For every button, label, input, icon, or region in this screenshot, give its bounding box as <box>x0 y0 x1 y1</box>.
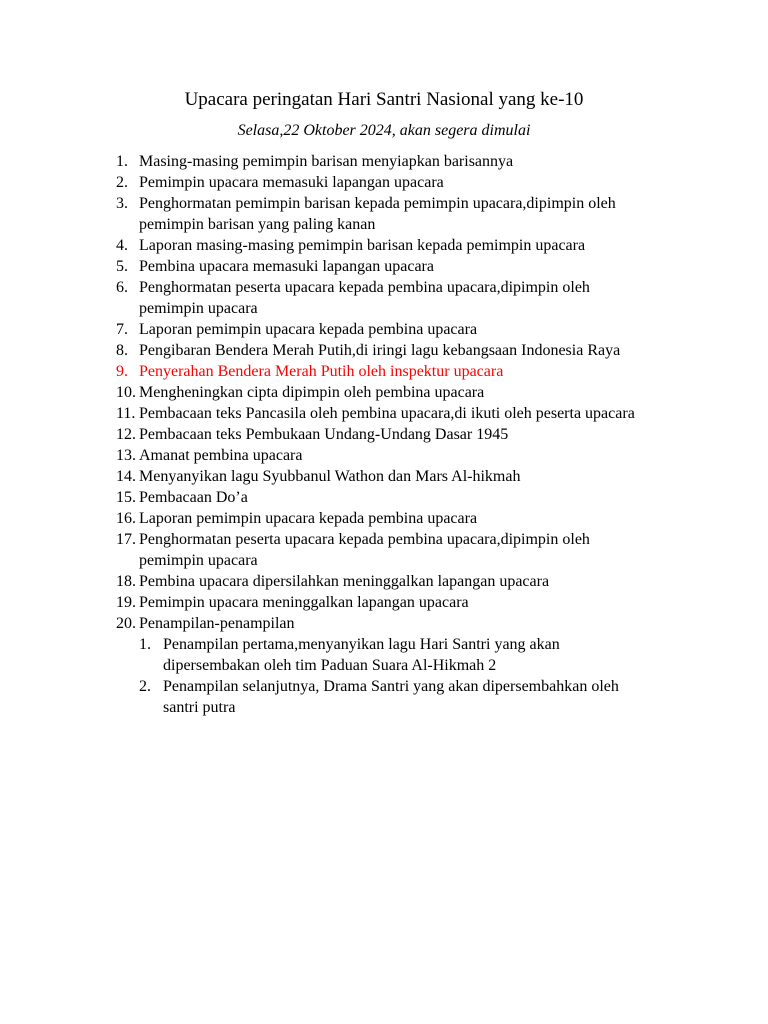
sublist-item <box>139 634 658 676</box>
document-subtitle: Selasa,22 Oktober 2024, akan segera dimulai <box>237 122 531 139</box>
list-item-text: Pembacaan Do’a <box>139 489 248 506</box>
list-item-number: 1. <box>116 153 128 170</box>
list-item-number: 4. <box>116 237 128 254</box>
list-item <box>0 592 768 613</box>
list-item-number: 18. <box>116 573 136 590</box>
list-item <box>0 487 768 508</box>
sublist-item-text: Penampilan pertama,menyanyikan lagu Hari Santri yang akan dipersembakan oleh tim Paduan Suara Al-Hikmah 2 <box>163 636 560 674</box>
list-item-highlighted <box>0 361 768 382</box>
list-item-text: Penghormatan pemimpin barisan kepada pemimpin upacara,dipimpin oleh pemimpin barisan yang paling kanan <box>139 195 616 233</box>
list-item <box>0 235 768 256</box>
list-item-number: 13. <box>116 447 136 464</box>
list-item-text: Masing-masing pemimpin barisan menyiapkan barisannya <box>139 153 514 170</box>
list-item-number: 14. <box>116 468 136 485</box>
list-item <box>0 172 768 193</box>
list-item <box>0 193 768 235</box>
list-item-text: Pemimpin upacara memasuki lapangan upacara <box>139 174 444 191</box>
list-item <box>0 319 768 340</box>
list-item-number: 20. <box>116 615 136 632</box>
list-item-number: 8. <box>116 342 128 359</box>
list-item <box>0 508 768 529</box>
performance-sublist <box>139 634 658 718</box>
list-item-number: 6. <box>116 279 128 296</box>
sublist-item-number: 1. <box>139 636 151 653</box>
list-item <box>0 151 768 172</box>
list-item-text: Penyerahan Bendera Merah Putih oleh inspektur upacara <box>139 363 504 380</box>
list-item-text: Penampilan-penampilan <box>139 615 295 632</box>
list-item-number: 7. <box>116 321 128 338</box>
list-item-number: 16. <box>116 510 136 527</box>
list-item-text: Pemimpin upacara meninggalkan lapangan upacara <box>139 594 469 611</box>
list-item <box>0 445 768 466</box>
list-item-text: Laporan pemimpin upacara kepada pembina upacara <box>139 321 478 338</box>
list-item <box>0 382 768 403</box>
list-item-text: Pembacaan teks Pembukaan Undang-Undang Dasar 1945 <box>139 426 509 443</box>
sublist-item-text: Penampilan selanjutnya, Drama Santri yang akan dipersembahkan oleh santri putra <box>163 678 619 716</box>
list-item-text: Laporan pemimpin upacara kepada pembina upacara <box>139 510 478 527</box>
list-item <box>0 277 768 319</box>
list-item <box>0 571 768 592</box>
list-item-text: Menyanyikan lagu Syubbanul Wathon dan Mars Al-hikmah <box>139 468 521 485</box>
list-item <box>0 529 768 571</box>
list-item <box>0 403 768 424</box>
list-item-number: 2. <box>116 174 128 191</box>
list-item <box>0 424 768 445</box>
list-item-number: 12. <box>116 426 136 443</box>
list-item-number: 10. <box>116 384 136 401</box>
list-item-number: 15. <box>116 489 136 506</box>
list-item-text: Penghormatan peserta upacara kepada pembina upacara,dipimpin oleh pemimpin upacara <box>139 279 590 317</box>
list-item-text: Pembacaan teks Pancasila oleh pembina upacara,di ikuti oleh peserta upacara <box>139 405 635 422</box>
sublist-item <box>139 676 658 718</box>
list-item-number: 3. <box>116 195 128 212</box>
list-item-number: 5. <box>116 258 128 275</box>
list-item-number: 17. <box>116 531 136 548</box>
list-item-text: Pembina upacara dipersilahkan meninggalkan lapangan upacara <box>139 573 550 590</box>
list-item-text: Amanat pembina upacara <box>139 447 303 464</box>
list-item-text: Laporan masing-masing pemimpin barisan kepada pemimpin upacara <box>139 237 586 254</box>
list-item <box>0 340 768 361</box>
list-item-text: Pengibaran Bendera Merah Putih,di iringi lagu kebangsaan Indonesia Raya <box>139 342 621 359</box>
list-item <box>0 466 768 487</box>
list-item-number: 9. <box>116 363 128 380</box>
list-item-number: 11. <box>116 405 136 422</box>
sublist-item-number: 2. <box>139 678 151 695</box>
list-item-text: Pembina upacara memasuki lapangan upacara <box>139 258 434 275</box>
document-title: Upacara peringatan Hari Santri Nasional yang ke-10 <box>184 89 584 110</box>
agenda-list <box>0 151 768 718</box>
list-item-text: Mengheningkan cipta dipimpin oleh pembina upacara <box>139 384 485 401</box>
list-item <box>0 613 768 718</box>
list-item-number: 19. <box>116 594 136 611</box>
list-item <box>0 256 768 277</box>
list-item-text: Penghormatan peserta upacara kepada pembina upacara,dipimpin oleh pemimpin upacara <box>139 531 590 569</box>
